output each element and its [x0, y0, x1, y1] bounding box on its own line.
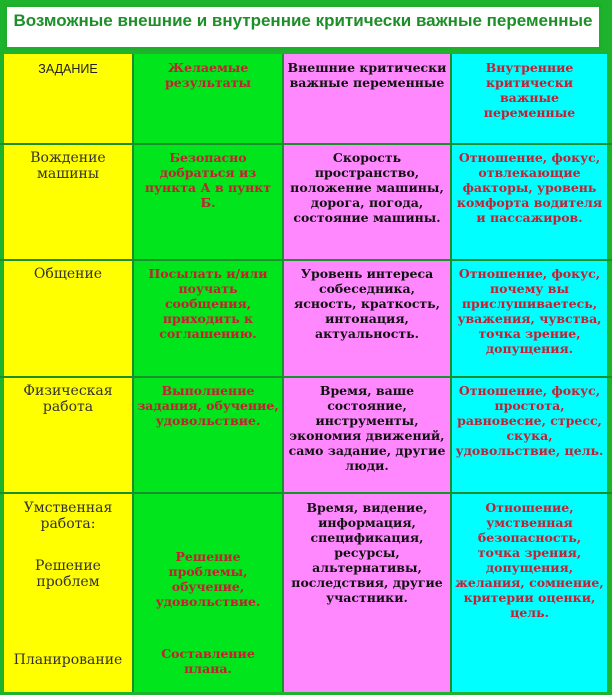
- row-external: Скорость пространство, положение машины, дорога, погода, состояние машины.: [290, 150, 444, 225]
- row-results: Посылать и/или поучать сообщения, приходить к соглашению.: [148, 266, 268, 341]
- row-internal: Отношение, фокус, отвлекающие факторы, уровень комфорта водителя и пассажиров.: [456, 150, 603, 225]
- row-task: Вождение машины: [30, 150, 106, 182]
- row-results: Выполнение задания, обучение, удовольствие.: [137, 383, 279, 428]
- page-title: Возможные внешние и внутренние критически важные переменные: [4, 4, 602, 50]
- row-task: Общение: [33, 266, 103, 282]
- row-results: Безопасно добраться из пункта А в пункт Б.: [144, 150, 272, 210]
- row-external: Время, ваше состояние, инструменты, экономия движений, само задание, другие люди.: [288, 383, 446, 473]
- row-external: Уровень интереса собеседника, ясность, краткость, интонация, актуальность.: [293, 266, 441, 341]
- row-results: Составление плана.: [161, 646, 255, 676]
- header-external: Внешние критически важные переменные: [287, 60, 447, 90]
- divider: [0, 376, 612, 378]
- header-results: Желаемые результаты: [164, 60, 252, 90]
- row-external: Время, видение, информация, спецификация, ресурсы, альтернативы, последствия, другие участники.: [291, 500, 443, 605]
- divider: [0, 259, 612, 261]
- row-internal: Отношение, фокус, почему вы прислушиваетесь, уважения, чувства, точка зрение, допущения.: [457, 266, 602, 356]
- divider: [0, 143, 612, 145]
- header-internal: Внутренние критически важные переменные: [483, 60, 576, 120]
- row-internal: Отношение, умственная безопасность, точка зрения, допущения, желания, сомнение, критерии оценки, цель.: [455, 500, 604, 620]
- row-results: Решение проблемы, обучение, удовольствие.: [155, 549, 261, 609]
- row-internal: Отношение, фокус, простота, равновесие, стресс, скука, удовольствие, цель.: [455, 383, 604, 458]
- row-subtask: Планирование: [13, 652, 123, 668]
- row-task: Физическая работа: [23, 383, 113, 415]
- row-task: Умственная работа:: [23, 500, 113, 532]
- divider: [0, 492, 612, 494]
- row-subtask: Решение проблем: [35, 558, 101, 590]
- header-task: ЗАДАНИЕ: [38, 62, 98, 76]
